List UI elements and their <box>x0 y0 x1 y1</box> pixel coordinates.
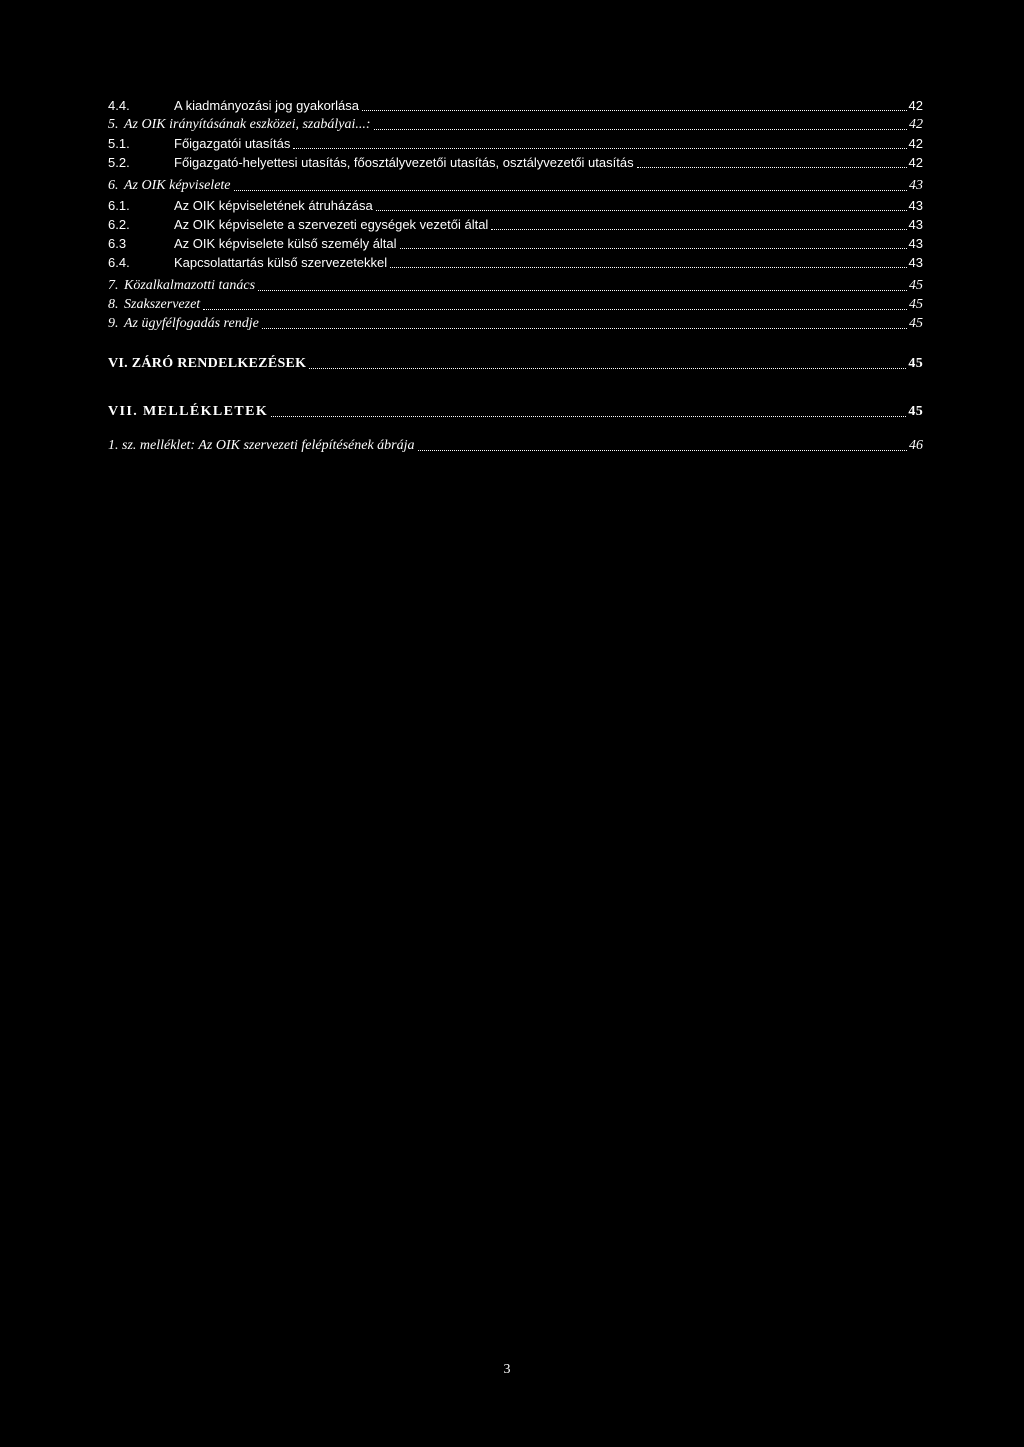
toc-entry-title: Az OIK irányításának eszközei, szabályai...: <box>124 117 371 132</box>
toc-entry-number: 5. <box>108 117 119 132</box>
toc-entry-title: VII. MELLÉKLETEK <box>108 404 269 419</box>
toc-entry-title: Szakszervezet <box>124 297 201 312</box>
toc-entry-title: Főigazgatói utasítás <box>174 136 291 151</box>
toc-dot-leader <box>418 450 907 451</box>
toc-dot-leader <box>491 229 907 230</box>
toc-entry-number: 6. <box>108 178 119 193</box>
toc-entry-page: 43 <box>909 178 923 193</box>
toc-entry-6-1 <box>0 196 1024 216</box>
toc-entry-number: 6.4. <box>108 255 130 270</box>
toc-entry-number: 9. <box>108 316 119 331</box>
toc-entry-number: 5.2. <box>108 155 130 170</box>
toc-dot-leader <box>262 328 907 329</box>
toc-dot-leader <box>400 248 907 249</box>
toc-entry-number: 7. <box>108 278 119 293</box>
toc-dot-leader <box>271 416 906 417</box>
toc-entry-page: 45 <box>909 316 923 331</box>
toc-entry-number: 6.3 <box>108 236 127 251</box>
toc-entry-chapter-vii <box>0 402 1024 422</box>
toc-entry-title: Az OIK képviselete a szervezeti egységek vezetői által <box>174 217 489 232</box>
toc-entry-page: 46 <box>909 438 923 453</box>
toc-entry-page: 43 <box>908 198 923 213</box>
toc-entry-8 <box>0 295 1024 315</box>
toc-dot-leader <box>374 129 907 130</box>
toc-entry-title: Főigazgató-helyettesi utasítás, főosztályvezetői utasítás, osztályvezetői utasítás <box>174 155 634 170</box>
toc-entry-4-4 <box>0 96 1024 116</box>
toc-entry-number: 6.2. <box>108 217 130 232</box>
toc-entry-6 <box>0 176 1024 196</box>
toc-entry-title: Az ügyfélfogadás rendje <box>124 316 259 331</box>
toc-entry-6-4 <box>0 253 1024 273</box>
toc-entry-page: 42 <box>908 98 923 113</box>
toc-entry-title: A kiadmányozási jog gyakorlása <box>174 98 359 113</box>
toc-entry-title: VI. ZÁRÓ RENDELKEZÉSEK <box>108 356 307 371</box>
toc-dot-leader <box>234 190 907 191</box>
toc-entry-title: Közalkalmazotti tanács <box>124 278 256 293</box>
toc-entry-page: 45 <box>909 278 923 293</box>
toc-entry-page: 43 <box>908 255 923 270</box>
toc-dot-leader <box>376 210 907 211</box>
page-number: 3 <box>503 1362 511 1377</box>
toc-entry-title: 1. sz. melléklet: Az OIK szervezeti felépítésének ábrája <box>108 438 415 453</box>
toc-dot-leader <box>390 267 907 268</box>
toc-entry-title: Az OIK képviseletének átruházása <box>174 198 373 213</box>
toc-entry-title: Az OIK képviselete <box>124 178 231 193</box>
toc-dot-leader <box>637 167 907 168</box>
toc-entry-title: Az OIK képviselete külső személy által <box>174 236 397 251</box>
toc-entry-7 <box>0 276 1024 296</box>
toc-entry-5 <box>0 115 1024 135</box>
toc-entry-page: 43 <box>908 236 923 251</box>
toc-entry-page: 45 <box>908 404 923 419</box>
toc-entry-6-2 <box>0 215 1024 235</box>
toc-entry-chapter-vi <box>0 354 1024 374</box>
toc-entry-page: 42 <box>908 136 923 151</box>
toc-entry-number: 5.1. <box>108 136 130 151</box>
toc-entry-number: 4.4. <box>108 98 130 113</box>
toc-entry-number: 8. <box>108 297 119 312</box>
toc-entry-9 <box>0 314 1024 334</box>
toc-dot-leader <box>309 368 906 369</box>
toc-dot-leader <box>293 148 907 149</box>
toc-entry-title: Kapcsolattartás külső szervezetekkel <box>174 255 388 270</box>
toc-dot-leader <box>362 110 907 111</box>
toc-entry-page: 45 <box>909 297 923 312</box>
toc-entry-number: 6.1. <box>108 198 130 213</box>
toc-entry-page: 43 <box>908 217 923 232</box>
toc-dot-leader <box>258 290 907 291</box>
toc-entry-6-3 <box>0 234 1024 254</box>
toc-entry-5-2 <box>0 153 1024 173</box>
toc-entry-page: 42 <box>908 155 923 170</box>
toc-entry-page: 45 <box>908 356 923 371</box>
toc-entry-5-1 <box>0 134 1024 154</box>
toc-dot-leader <box>203 309 907 310</box>
toc-entry-annex-1 <box>0 436 1024 456</box>
toc-entry-page: 42 <box>909 117 923 132</box>
